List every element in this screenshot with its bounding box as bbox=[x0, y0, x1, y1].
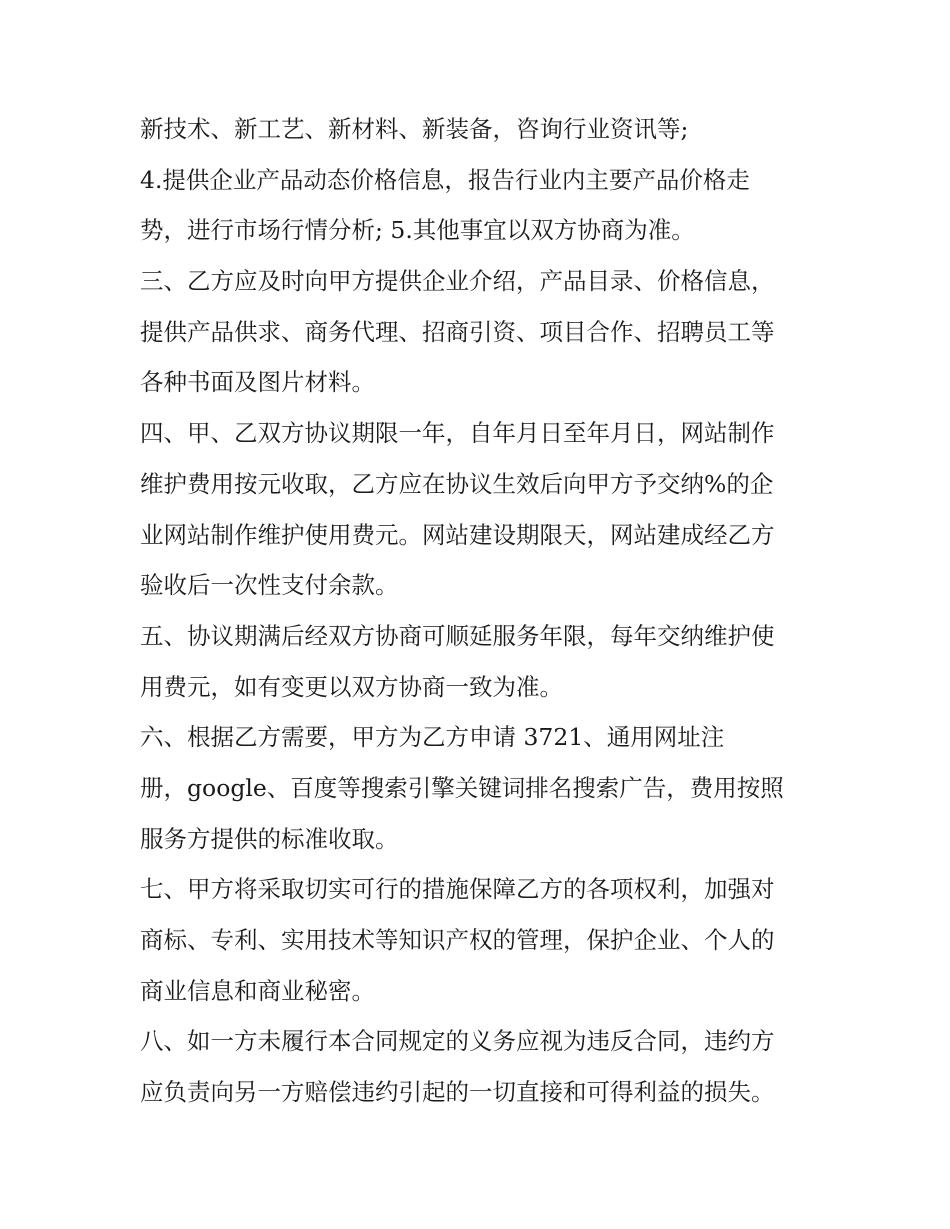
text-line: 四、甲、乙双方协议期限一年，自年月日至年月日，网站制作 bbox=[140, 419, 775, 448]
text-line: 服务方提供的标准收取。 bbox=[140, 824, 399, 853]
document-body bbox=[140, 104, 820, 1118]
text-line: 验收后一次性支付余款。 bbox=[140, 571, 399, 600]
text-line: 册，google、百度等搜索引擎关键词排名搜索广告，费用按照 bbox=[140, 773, 784, 802]
text-line: 三、乙方应及时向甲方提供企业介绍，产品目录、价格信息， bbox=[140, 267, 775, 296]
text-line: 业网站制作维护使用费元。网站建设期限天，网站建成经乙方 bbox=[140, 520, 775, 549]
text-line: 七、甲方将采取切实可行的措施保障乙方的各项权利，加强对 bbox=[140, 875, 775, 904]
text-line: 维护费用按元收取，乙方应在协议生效后向甲方予交纳%的企 bbox=[140, 469, 774, 498]
text-line: 商业信息和商业秘密。 bbox=[140, 976, 375, 1005]
text-line: 商标、专利、实用技术等知识产权的管理，保护企业、个人的 bbox=[140, 926, 775, 954]
text-line: 4.提供企业产品动态价格信息，报告行业内主要产品价格走 bbox=[140, 165, 750, 194]
text-line: 新技术、新工艺、新材料、新装备，咨询行业资讯等; bbox=[140, 115, 689, 143]
text-line: 各种书面及图片材料。 bbox=[140, 368, 375, 397]
text-line: 应负责向另一方赔偿违约引起的一切直接和可得利益的损失。 bbox=[140, 1078, 775, 1107]
text-line: 八、如一方未履行本合同规定的义务应视为违反合同，违约方 bbox=[140, 1027, 775, 1056]
text-line: 用费元，如有变更以双方协商一致为准。 bbox=[140, 672, 563, 701]
text-line: 势，进行市场行情分析; 5.其他事宜以双方协商为准。 bbox=[140, 216, 695, 245]
text-line: 六、根据乙方需要，甲方为乙方申请 3721、通用网址注 bbox=[140, 723, 725, 752]
text-line: 提供产品供求、商务代理、招商引资、项目合作、招聘员工等 bbox=[140, 317, 775, 346]
text-line: 五、协议期满后经双方协商可顺延服务年限，每年交纳维护使 bbox=[140, 621, 775, 650]
